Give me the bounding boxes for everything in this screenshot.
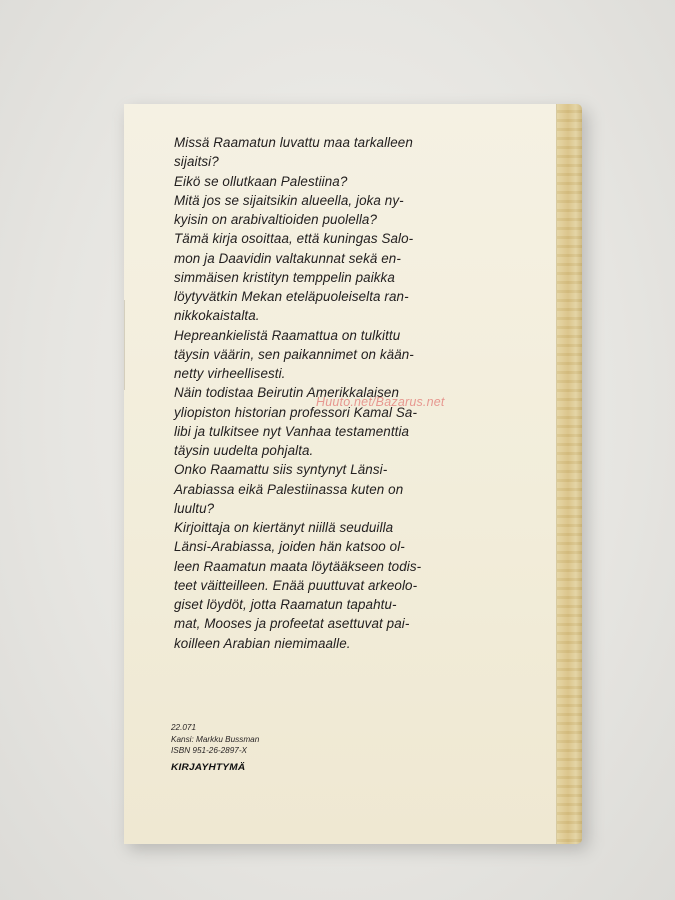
blurb-line: täysin väärin, sen paikannimet on kään- [174,346,414,362]
back-cover-blurb [174,133,554,653]
imprint-block [171,722,259,757]
blurb-line: luultu? [174,500,215,516]
blurb-line: Hepreankielistä Raamattua on tulkittu [174,327,401,343]
blurb-line: Missä Raamatun luvattu maa tarkalleen [174,135,413,150]
publisher-logo: KIRJAYHTYMÄ [171,762,246,773]
blurb-line: yliopiston historian professori Kamal Sa- [174,404,418,420]
blurb-line: giset löydöt, jotta Raamatun tapahtu- [174,597,397,612]
blurb-line: kyisin on arabivaltioiden puolella? [174,212,377,227]
cover-crease [124,300,125,390]
blurb-line: Arabiassa eikä Palestiinassa kuten on [174,481,404,497]
blurb-line: sijaitsi? [174,154,219,170]
blurb-line: nikkokaistalta. [174,308,260,324]
blurb-line: Näin todistaa Beirutin Amerikkalaisen [174,385,399,401]
blurb-line: Onko Raamattu siis syntynyt Länsi- [174,462,388,478]
blurb-line: teet väitteilleen. Enää puuttuvat arkeolo- [174,577,418,593]
blurb-line: täysin uudelta pohjalta. [174,443,314,458]
blurb-line: netty virheellisesti. [174,366,286,381]
blurb-line: simmäisen kristityn temppelin paikka [174,269,395,285]
watermark: Huuto.net/Bazarus.net [316,395,445,409]
blurb-line: mat, Mooses ja profeetat asettuvat pai- [174,616,410,632]
isbn: ISBN 951-26-2897-X [171,746,248,755]
blurb-line: Mitä jos se sijaitsikin alueella, joka ny- [174,192,404,208]
blurb-line: Kirjoittaja on kiertänyt niillä seuduilla [174,520,394,535]
blurb-line: mon ja Daavidin valtakunnat sekä en- [174,250,401,266]
blurb-line: Eikö se ollutkaan Palestiina? [174,173,348,189]
cover-credit: Kansi: Markku Bussman [171,734,260,744]
blurb-line: leen Raamatun maata löytääkseen todis- [174,558,422,574]
blurb-line: koilleen Arabian niemimaalle. [174,635,351,651]
product-code: 22.071 [171,723,197,732]
blurb-line: Tämä kirja osoittaa, että kuningas Salo- [174,231,414,247]
blurb-line: Länsi-Arabiassa, joiden hän katsoo ol- [174,539,405,555]
blurb-line: löytyvätkin Mekan eteläpuoleiselta ran- [174,289,409,304]
blurb-line: libi ja tulkitsee nyt Vanhaa testamenttia [174,423,410,439]
